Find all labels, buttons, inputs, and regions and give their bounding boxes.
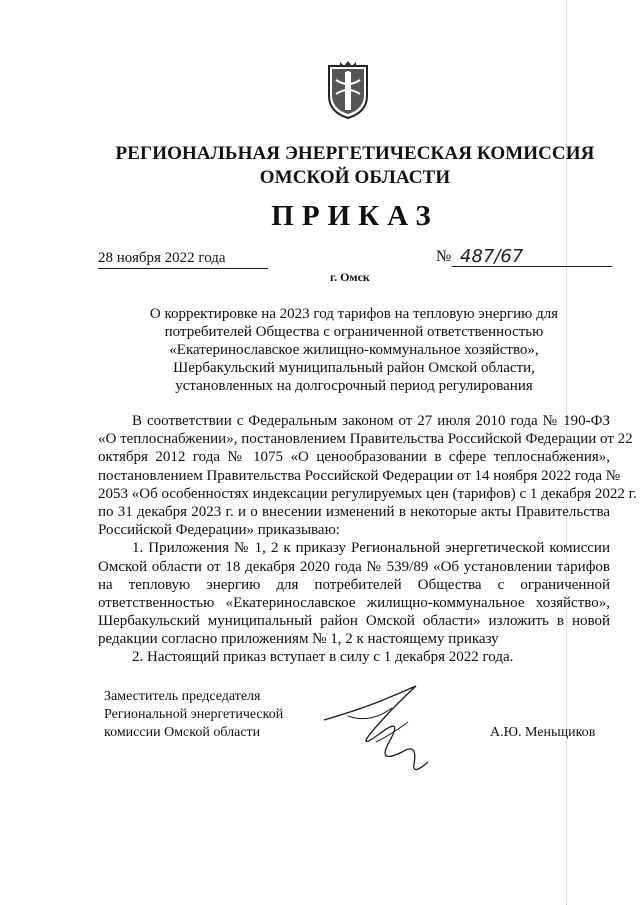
title-line: «Екатеринославское жилищно-коммунальное хозяйство», [169, 342, 539, 358]
document-date: 28 ноября 2022 года [98, 250, 268, 269]
svg-text:487/67: 487/67 [460, 246, 524, 267]
body-line: редакции согласно приложениям № 1, 2 к настоящему приказу [98, 631, 499, 648]
body-line: 2. Настоящий приказ вступает в силу с 1 декабря 2022 года. [132, 649, 514, 666]
coat-of-arms-icon [326, 60, 370, 120]
body-line: 1. Приложения № 1, 2 к приказу Региональной энергетической комиссии [132, 540, 610, 557]
body-line: В соответствии с Федеральным законом от 27 июля 2010 года № 190-ФЗ [132, 413, 610, 429]
position-line: комиссии Омской области [104, 725, 261, 740]
city-label: г. Омск [330, 270, 370, 284]
title-line: Шербакульский муниципальный район Омской области, [173, 360, 535, 376]
number-sign: № [436, 248, 452, 265]
position-line: Заместитель председателя [104, 689, 261, 704]
body-line: Российской Федерации» приказываю: [98, 522, 340, 539]
signatory-name: А.Ю. Меньщиков [490, 725, 596, 740]
body-line: 2053 «Об особенностях индексации регулируемых цен (тарифов) с 1 декабря 2022 г. [98, 485, 637, 502]
body-line: ответственностью «Екатеринославское жилищно-коммунальное хозяйство», [98, 594, 610, 611]
organization-name-line-2: ОМСКОЙ ОБЛАСТИ [259, 167, 451, 188]
body-line: на тепловую энергию для потребителей Общества с ограниченной [98, 576, 610, 593]
handwritten-signature [318, 672, 468, 782]
body-line: «О теплоснабжении», постановлением Правительства Российской Федерации от 22 [98, 431, 633, 448]
body-line: октября 2012 года № 1075 «О ценообразовании в сфере теплоснабжения», [98, 449, 610, 466]
title-line: О корректировке на 2023 год тарифов на тепловую энергию для [149, 306, 559, 322]
position-line: Региональной энергетической [104, 707, 284, 722]
handwritten-number [458, 240, 548, 270]
title-line: потребителей Общества с ограниченной ответственностью [164, 324, 544, 340]
body-line: Омской области от 18 декабря 2020 года № 539/89 «Об установлении тарифов [98, 558, 610, 575]
title-line: установленных на долгосрочный период регулирования [175, 378, 533, 394]
document-body [98, 412, 637, 667]
body-line: Шербакульский муниципальный район Омской области» изложить в новой [98, 613, 610, 630]
body-line: постановлением Правительства Российской Федерации от 14 ноября 2022 года № [98, 467, 621, 484]
signatory-position [104, 688, 283, 742]
body-line: по 31 декабря 2023 г. и о внесении изменений в некоторые акты Правительства [98, 503, 610, 520]
document-title [98, 305, 610, 395]
document-type-heading: ПРИКАЗ [271, 200, 439, 232]
organization-name-line-1: РЕГИОНАЛЬНАЯ ЭНЕРГЕТИЧЕСКАЯ КОМИССИЯ [115, 143, 595, 164]
